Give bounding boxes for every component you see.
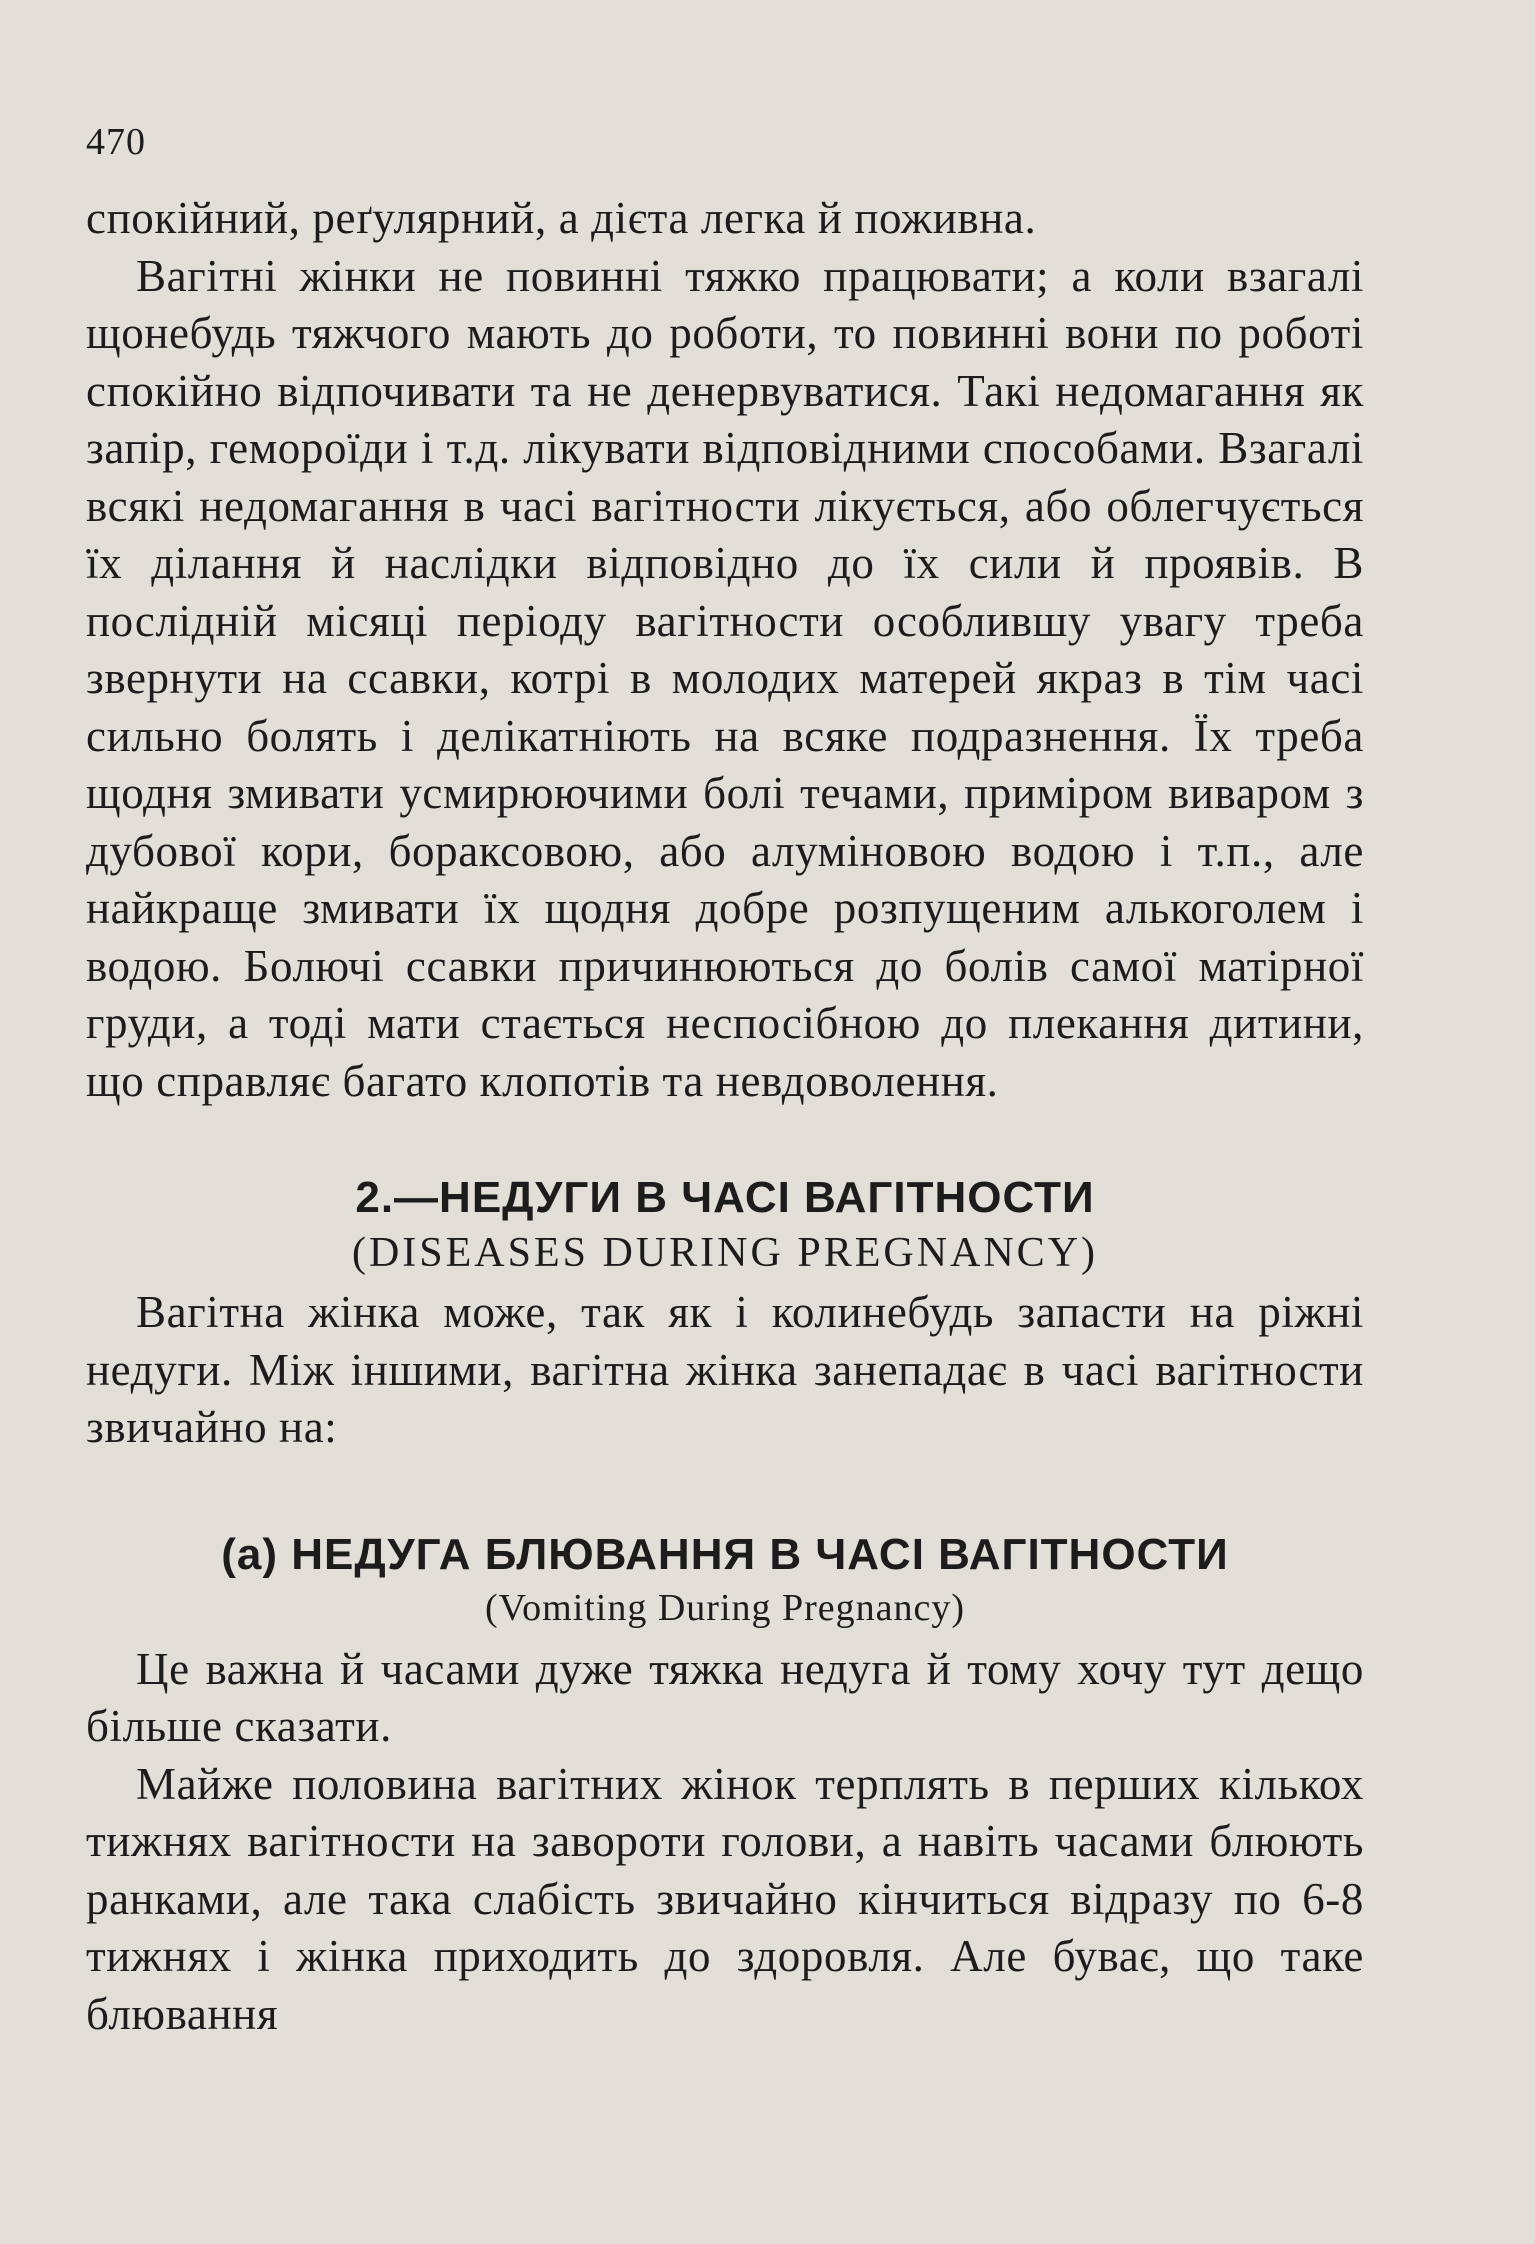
section-heading: 2.—НЕДУГИ В ЧАСІ ВАГІТНОСТИ [355, 1173, 1095, 1222]
page-number: 470 [86, 121, 146, 163]
subsection-subheading: (Vomiting During Pregnancy) [484, 1586, 966, 1629]
paragraph: Майже половина вагітних жінок терплять в перших кількох тижнях вагітности на завороти голови, а навіть часами блюють ранками, але така слабість звичайно кінчиться відразу по 6-8 тижнях і жінка приходить до здоровля. Але буває, що таке блювання [86, 1758, 1364, 2039]
page-body [86, 190, 1364, 2043]
subsection-heading: (а) НЕДУГА БЛЮВАННЯ В ЧАСІ ВАГІТНОСТИ [221, 1529, 1229, 1579]
paragraph: спокійний, реґулярний, а дієта легка й поживна. [86, 193, 1037, 243]
paragraph: Вагітні жінки не повинні тяжко працювати; а коли взагалі щонебудь тяжчого мають до роботи, то повинні вони по роботі спокійно відпочивати та не денервуватися. Такі недомагання як запір, гемороїди і т.д. лікувати відповідними способами. Взагалі всякі недомагання в часі вагітности лікується, або облегчується їх ділання й наслідки відповідно до їх сили й проявів. В послідній місяці періоду вагітности особлившу увагу треба звернути на ссавки, котрі в молодих матерей якраз в тім часі сильно болять і делікатніють на всяке подразнення. Їх треба щодня змивати усмирюючими болі течами, приміром виваром з дубової кори, бораксовою, або алуміновою водою і т.п., але найкраще змивати їх щодня добре розпущеним алькоголем і водою. Болючі ссавки причинюються до болів самої матірної груди, а тоді мати стається неспосібною до плекання дитини, що справляє багато клопотів та невдоволення. [86, 250, 1364, 1106]
paragraph: Вагітна жінка може, так як і колинебудь запасти на ріжні недуги. Між іншими, вагітна жінка занепадає в часі вагітности звичайно на: [86, 1287, 1364, 1452]
paragraph: Це важна й часами дуже тяжка недуга й тому хочу тут дещо більше сказати. [86, 1643, 1364, 1751]
section-subheading: (DISEASES DURING PREGNANCY) [351, 1230, 1099, 1276]
